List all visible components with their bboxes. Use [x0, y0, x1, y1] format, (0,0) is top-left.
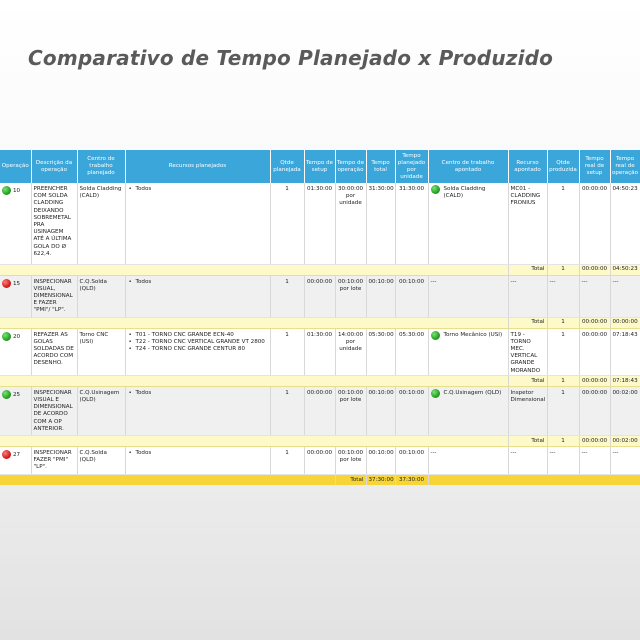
per-unit-time-cell: 05:30:00 [395, 328, 428, 375]
col-header-centro-planejado[interactable]: Centro de trabalho planejado [77, 150, 125, 183]
status-pending-icon [2, 450, 11, 459]
subtotal-qty: 1 [547, 375, 579, 386]
real-setup-cell: --- [579, 275, 610, 317]
real-operation-cell: --- [610, 446, 640, 474]
planned-resources-cell [125, 183, 270, 264]
operation-number: 27 [13, 451, 21, 458]
status-ok-icon [431, 185, 440, 194]
operation-time-cell [335, 386, 366, 435]
description-cell: INSPECIONAR FAZER "PMI" "LP". [31, 446, 77, 474]
table-row[interactable] [0, 446, 640, 474]
description-cell: REFAZER AS GOLAS SOLDADAS DE ACORDO COM DESENHO. [31, 328, 77, 375]
page-title: Comparativo de Tempo Planejado x Produzido [28, 46, 554, 70]
col-header-tempo-setup[interactable]: Tempo de setup [304, 150, 335, 183]
grand-total-time: 37:30:00 [366, 474, 395, 485]
produced-qty-cell: 1 [547, 328, 579, 375]
real-operation-cell: 07:18:43 [610, 328, 640, 375]
status-ok-icon [431, 389, 440, 398]
col-header-tempo-planejado-unidade[interactable]: Tempo planejado por unidade [395, 150, 428, 183]
actual-work-center-label: Solda Cladding (CALD) [443, 186, 486, 200]
real-setup-cell: 00:00:00 [579, 183, 610, 264]
subtotal-qty: 1 [547, 264, 579, 275]
actual-work-center-cell: --- [428, 275, 508, 317]
description-cell: PREENCHER COM SOLDA CLADDING DEIXANDO SOBREMETAL PRA USINAGEM ATÉ A ÚLTIMA GOLA DO Ø 622,4. [31, 183, 77, 264]
subtotal-setup: 00:00:00 [579, 317, 610, 328]
resource-item: • T22 - TORNO CNC VERTICAL GRANDE VT 2800 [136, 339, 268, 346]
subtotal-qty: 1 [547, 317, 579, 328]
subtotal-operation: 00:02:00 [610, 435, 640, 446]
actual-resource-cell: Inspetor Dimensional [508, 386, 547, 435]
subtotal-label: Total [508, 317, 547, 328]
planned-work-center-cell: Solda Cladding (CALD) [77, 183, 125, 264]
per-unit-time-cell: 31:30:00 [395, 183, 428, 264]
col-header-tempo-total[interactable]: Tempo total [366, 150, 395, 183]
produced-qty-cell: 1 [547, 183, 579, 264]
col-header-qtde-produzida[interactable]: Qtde produzida [547, 150, 579, 183]
resource-item: • Todos [136, 450, 268, 457]
subtotal-operation: 04:50:23 [610, 264, 640, 275]
description-cell: INSPECIONAR VISUAL, DIMENSIONAL E FAZER "PMI"/ "LP". [31, 275, 77, 317]
operation-time-cell [335, 328, 366, 375]
planned-work-center-cell: C.Q.Solda (QLD) [77, 446, 125, 474]
real-setup-cell: --- [579, 446, 610, 474]
actual-resource-cell: T19 - TORNO MEC. VERTICAL GRANDE MORANDO [508, 328, 547, 375]
operation-cell [0, 275, 31, 317]
col-header-tempo-operacao[interactable]: Tempo de operação [335, 150, 366, 183]
total-time-cell: 31:30:00 [366, 183, 395, 264]
status-ok-icon [431, 331, 440, 340]
per-unit-time-cell: 00:10:00 [395, 275, 428, 317]
operation-time-cell [335, 446, 366, 474]
col-header-descricao[interactable]: Descrição da operação [31, 150, 77, 183]
resource-item: • Todos [136, 390, 268, 397]
subtotal-operation: 00:00:00 [610, 317, 640, 328]
planned-work-center-cell: C.Q.Solda (QLD) [77, 275, 125, 317]
real-operation-cell: --- [610, 275, 640, 317]
total-time-cell: 00:10:00 [366, 446, 395, 474]
real-operation-cell: 04:50:23 [610, 183, 640, 264]
actual-work-center-label: C.Q.Usinagem (QLD) [443, 389, 502, 396]
actual-work-center-cell [428, 183, 508, 264]
setup-time-cell: 01:30:00 [304, 183, 335, 264]
col-header-qtde-planejada[interactable]: Qtde planejada [270, 150, 304, 183]
operation-time-value: 14:00:00 [337, 331, 364, 338]
resource-item: • T01 - TORNO CNC GRANDE ECN-40 [136, 332, 268, 339]
actual-resource-cell: --- [508, 275, 547, 317]
operation-time-value: 00:10:00 [337, 278, 364, 285]
operation-time-unit: por unidade [339, 193, 362, 207]
comparison-table [0, 150, 640, 485]
real-setup-cell: 00:00:00 [579, 328, 610, 375]
planned-qty-cell: 1 [270, 328, 304, 375]
actual-resource-cell: MC01 - CLADDING FRONIUS [508, 183, 547, 264]
operation-time-value: 00:10:00 [337, 389, 364, 396]
operation-time-unit: por unidade [339, 338, 362, 352]
status-pending-icon [2, 279, 11, 288]
actual-work-center-label: Torno Mecânico (USI) [443, 331, 503, 338]
subtotal-qty: 1 [547, 435, 579, 446]
status-ok-icon [2, 186, 11, 195]
produced-qty-cell: --- [547, 446, 579, 474]
table-row[interactable] [0, 328, 640, 375]
setup-time-cell: 00:00:00 [304, 386, 335, 435]
operation-time-cell [335, 183, 366, 264]
subtotal-row [0, 317, 640, 328]
resource-item: • T24 - TORNO CNC GRANDE CENTUR 80 [136, 346, 268, 353]
grand-total-label: Total [335, 474, 366, 485]
produced-qty-cell: 1 [547, 386, 579, 435]
col-header-centro-apontado[interactable]: Centro de trabalho apontado [428, 150, 508, 183]
planned-qty-cell: 1 [270, 446, 304, 474]
operation-cell [0, 386, 31, 435]
planned-qty-cell: 1 [270, 183, 304, 264]
operation-time-value: 00:10:00 [337, 449, 364, 456]
table-row[interactable] [0, 275, 640, 317]
operation-cell [0, 446, 31, 474]
operation-cell [0, 328, 31, 375]
operation-number: 15 [13, 280, 21, 287]
grand-total-per-unit: 37:30:00 [395, 474, 428, 485]
col-header-tempo-real-setup[interactable]: Tempo real de setup [579, 150, 610, 183]
planned-work-center-cell: Torno CNC (USI) [77, 328, 125, 375]
total-time-cell: 00:10:00 [366, 275, 395, 317]
col-header-recursos[interactable]: Recursos planejados [125, 150, 270, 183]
planned-resources-cell [125, 386, 270, 435]
planned-resources-cell [125, 275, 270, 317]
produced-qty-cell: --- [547, 275, 579, 317]
operation-time-value: 30:00:00 [337, 186, 364, 192]
setup-time-cell: 01:30:00 [304, 328, 335, 375]
setup-time-cell: 00:00:00 [304, 275, 335, 317]
col-header-operacao[interactable]: Operação [0, 150, 31, 183]
per-unit-time-cell: 00:10:00 [395, 386, 428, 435]
subtotal-row [0, 435, 640, 446]
real-setup-cell: 00:00:00 [579, 386, 610, 435]
operation-time-unit: por lote [339, 285, 362, 292]
actual-resource-cell: --- [508, 446, 547, 474]
subtotal-label: Total [508, 375, 547, 386]
description-cell: INSPECIONAR VISUAL E DIMENSIONAL DE ACORDO COM A OP ANTERIOR. [31, 386, 77, 435]
total-time-cell: 05:30:00 [366, 328, 395, 375]
grand-total-row [0, 474, 640, 485]
actual-work-center-cell [428, 386, 508, 435]
status-ok-icon [2, 390, 11, 399]
subtotal-label: Total [508, 264, 547, 275]
planned-resources-cell [125, 328, 270, 375]
actual-work-center-cell [428, 328, 508, 375]
table-header-row [0, 150, 640, 183]
actual-work-center-cell: --- [428, 446, 508, 474]
planned-resources-cell [125, 446, 270, 474]
operation-time-unit: por lote [339, 396, 362, 403]
operation-cell [0, 183, 31, 264]
col-header-tempo-real-operacao[interactable]: Tempo real de operação [610, 150, 640, 183]
col-header-recurso-apontado[interactable]: Recurso apontado [508, 150, 547, 183]
subtotal-operation: 07:18:43 [610, 375, 640, 386]
operation-time-unit: por lote [339, 456, 362, 463]
report-table-container [0, 150, 640, 485]
subtotal-row [0, 264, 640, 275]
real-operation-cell: 00:02:00 [610, 386, 640, 435]
subtotal-row [0, 375, 640, 386]
status-ok-icon [2, 332, 11, 341]
subtotal-label: Total [508, 435, 547, 446]
operation-number: 20 [13, 333, 21, 340]
per-unit-time-cell: 00:10:00 [395, 446, 428, 474]
resource-item: • Todos [136, 186, 268, 193]
subtotal-setup: 00:00:00 [579, 375, 610, 386]
operation-number: 10 [13, 188, 21, 194]
total-time-cell: 00:10:00 [366, 386, 395, 435]
resource-item: • Todos [136, 279, 268, 286]
operation-number: 25 [13, 391, 21, 398]
planned-work-center-cell: C.Q.Usinagem (QLD) [77, 386, 125, 435]
table-row[interactable] [0, 386, 640, 435]
planned-qty-cell: 1 [270, 275, 304, 317]
operation-time-cell [335, 275, 366, 317]
planned-qty-cell: 1 [270, 386, 304, 435]
subtotal-setup: 00:00:00 [579, 435, 610, 446]
table-row[interactable] [0, 183, 640, 264]
subtotal-setup: 00:00:00 [579, 264, 610, 275]
setup-time-cell: 00:00:00 [304, 446, 335, 474]
